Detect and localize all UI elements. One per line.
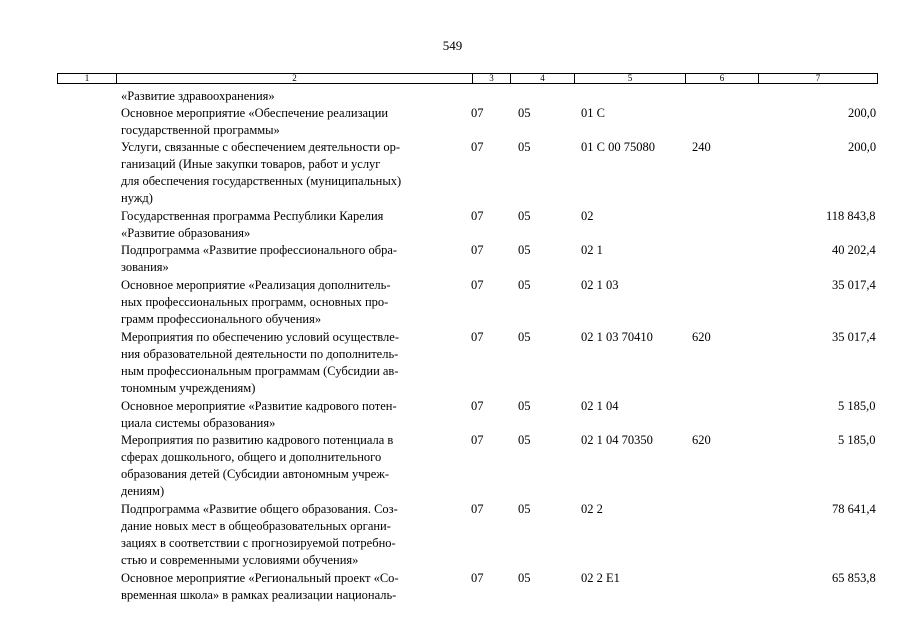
- row-expense-type: 240: [692, 140, 711, 154]
- row-target-code: 02 1 04 70350: [581, 433, 653, 447]
- row-subsection: 05: [518, 571, 531, 585]
- header-col-4: 4: [511, 74, 575, 84]
- row-name: Государственная программа Республики Карелия «Развитие образования»: [121, 209, 384, 240]
- row-target-code: 02 1: [581, 243, 603, 257]
- row-expense-type: 620: [692, 433, 711, 447]
- row-target-code: 02 1 04: [581, 399, 619, 413]
- header-col-6: 6: [686, 74, 759, 84]
- row-expense-type: 620: [692, 330, 711, 344]
- row-subsection: 05: [518, 433, 531, 447]
- row-amount: 35 017,4: [832, 278, 876, 292]
- row-target-code: 02 1 03 70410: [581, 330, 653, 344]
- row-section: 07: [471, 209, 484, 223]
- row-name: Подпрограмма «Развитие профессионального обра- зования»: [121, 243, 398, 274]
- row-subsection: 05: [518, 209, 531, 223]
- header-col-3: 3: [473, 74, 511, 84]
- row-target-code: 01 С: [581, 106, 605, 120]
- row-section: 07: [471, 140, 484, 154]
- row-name: Мероприятия по развитию кадрового потенциала в сферах дошкольного, общего и дополнительного образования детей (Субсидии автономным учреж- дениям): [121, 433, 394, 498]
- row-subsection: 05: [518, 278, 531, 292]
- row-subsection: 05: [518, 106, 531, 120]
- row-target-code: 02: [581, 209, 594, 223]
- row-section: 07: [471, 571, 484, 585]
- row-target-code: 01 С 00 75080: [581, 140, 655, 154]
- row-section: 07: [471, 330, 484, 344]
- column-number-header: [57, 73, 878, 84]
- row-target-code: 02 2 E1: [581, 571, 620, 585]
- header-col-5: 5: [575, 74, 686, 84]
- row-section: 07: [471, 433, 484, 447]
- row-subsection: 05: [518, 140, 531, 154]
- row-name: Основное мероприятие «Обеспечение реализации государственной программы»: [121, 106, 389, 137]
- row-subsection: 05: [518, 502, 531, 516]
- row-name: Мероприятия по обеспечению условий осуществле- ния образовательной деятельности по дополнитель- ным профессиональным программам (Субсидии ав- тономным учреждениям): [121, 330, 399, 395]
- row-name: Основное мероприятие «Региональный проект «Со- временная школа» в рамках реализации националь-: [121, 571, 399, 602]
- row-section: 07: [471, 502, 484, 516]
- row-amount: 5 185,0: [838, 399, 876, 413]
- row-section: 07: [471, 243, 484, 257]
- row-subsection: 05: [518, 399, 531, 413]
- row-amount: 78 641,4: [832, 502, 876, 516]
- header-col-7: 7: [759, 74, 878, 84]
- row-target-code: 02 2: [581, 502, 603, 516]
- header-col-2: 2: [117, 74, 473, 84]
- row-name: Услуги, связанные с обеспечением деятельности ор- ганизаций (Иные закупки товаров, работ и услуг для обеспечения государственных (муниципальных) нужд): [121, 140, 402, 205]
- row-amount: 118 843,8: [826, 209, 876, 223]
- row-section: 07: [471, 399, 484, 413]
- row-amount: 40 202,4: [832, 243, 876, 257]
- row-name: Основное мероприятие «Развитие кадрового потен- циала системы образования»: [121, 399, 397, 430]
- row-subsection: 05: [518, 330, 531, 344]
- row-name: Основное мероприятие «Реализация дополнитель- ных профессиональных программ, основных про- грамм профессионального обучения»: [121, 278, 391, 326]
- row-section: 07: [471, 278, 484, 292]
- row-amount: 35 017,4: [832, 330, 876, 344]
- row-target-code: 02 1 03: [581, 278, 619, 292]
- row-amount: 200,0: [848, 140, 877, 154]
- row-subsection: 05: [518, 243, 531, 257]
- row-name: «Развитие здравоохранения»: [121, 89, 275, 103]
- row-name: Подпрограмма «Развитие общего образования. Соз- дание новых мест в общеобразовательных органи- зациях в соответствии с прогнозируемой потребно- стью и современными условиями обучения»: [121, 502, 398, 567]
- page-number: 549: [442, 38, 463, 53]
- row-amount: 200,0: [848, 106, 877, 120]
- header-col-1: 1: [58, 74, 117, 84]
- row-amount: 5 185,0: [838, 433, 876, 447]
- row-section: 07: [471, 106, 484, 120]
- row-amount: 65 853,8: [832, 571, 876, 585]
